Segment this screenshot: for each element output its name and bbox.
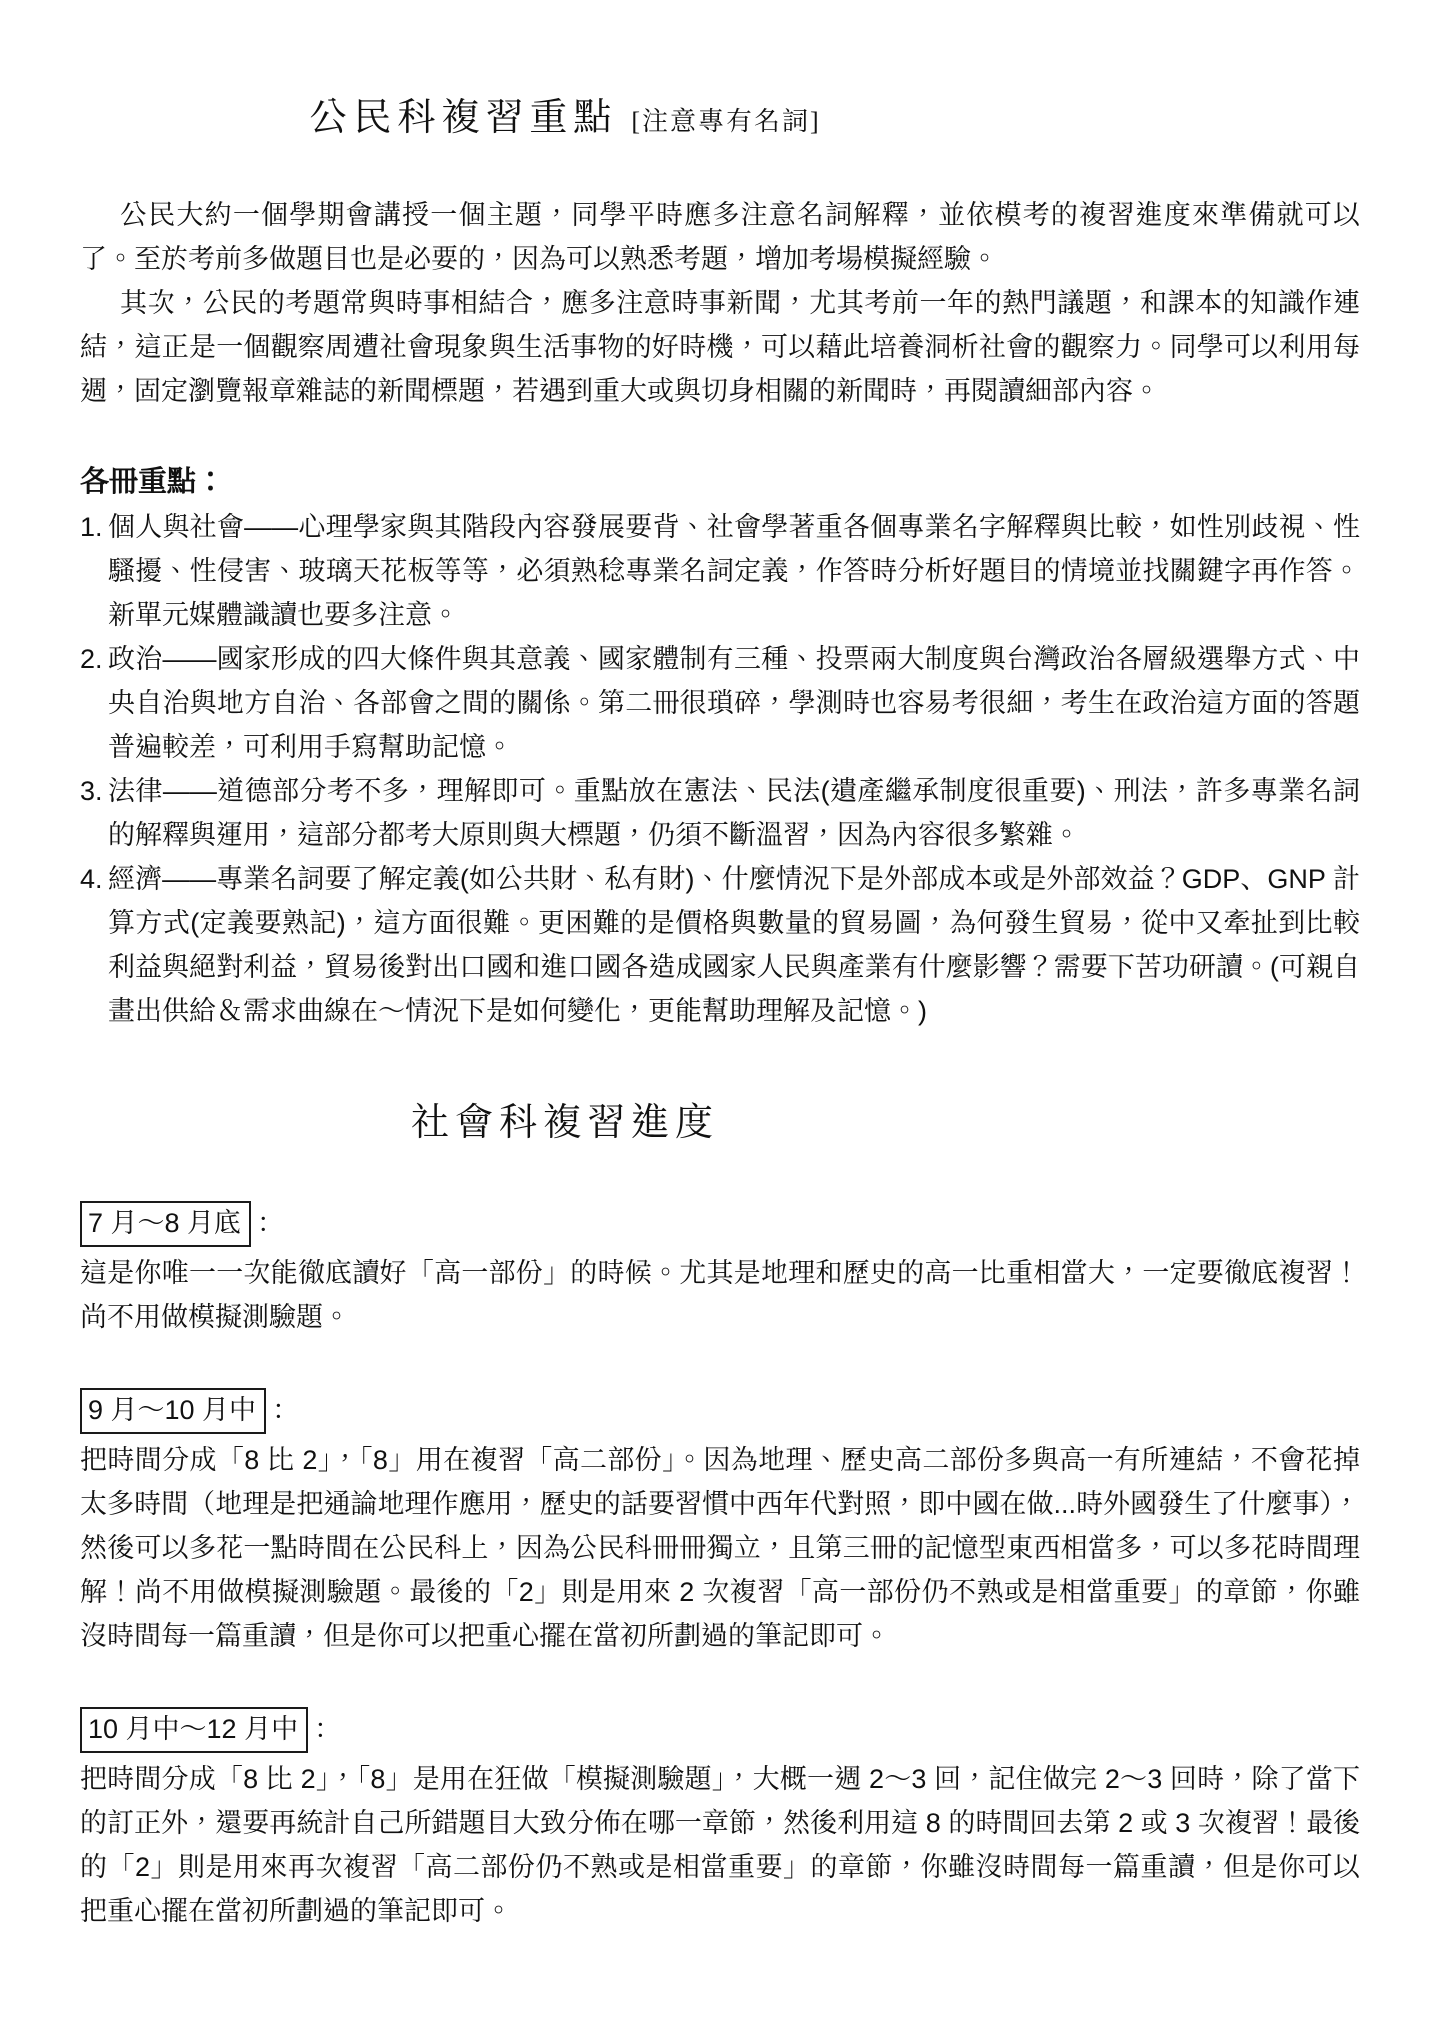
key-point-item: [80, 637, 1360, 769]
social-title-block: [80, 1091, 1050, 1146]
social-title: 社會科複習進度: [410, 1102, 719, 1144]
period-box: 10 月中～12 月中: [80, 1707, 308, 1753]
schedule-section: [80, 1706, 1360, 1933]
key-point-item: [80, 505, 1360, 637]
item-number: 1.: [80, 512, 103, 542]
period-line: [80, 1200, 1360, 1247]
schedule-section: [80, 1387, 1360, 1658]
key-point-item: [80, 857, 1360, 1033]
section-body: 把時間分成「8 比 2」，「8」是用在狂做「模擬測驗題」，大概一週 2～3 回，記住做完 2～3 回時，除了當下的訂正外，還要再統計自己所錯題目大致分佈在哪一章節，然後利用這 8 的時間回去第 2 或 3 次複習！最後的「2」則是用來再次複習「高二部份仍不熟或是相當重要」的章節，你雖沒時間每一篇重讀，但是你可以把重心擺在當初所劃過的筆記即可。: [80, 1764, 1360, 1926]
item-number: 4.: [80, 864, 103, 894]
intro-paragraph-1: 公民大約一個學期會講授一個主題，同學平時應多注意名詞解釋，並依模考的複習進度來準備就可以了。至於考前多做題目也是必要的，因為可以熟悉考題，增加考場模擬經驗。: [80, 200, 1360, 274]
item-text: 經濟——專業名詞要了解定義(如公共財、私有財)、什麼情況下是外部成本或是外部效益？GDP、GNP 計算方式(定義要熟記)，這方面很難。更困難的是價格與數量的貿易圖，為何發生貿易，從中又牽扯到比較利益與絕對利益，貿易後對出口國和進口國各造成國家人民與產業有什麼影響？需要下苦功研讀。(可親自畫出供給＆需求曲線在～情況下是如何變化，更能幫助理解及記憶。): [108, 864, 1360, 1026]
section-body: 把時間分成「8 比 2」，「8」用在複習「高二部份」。因為地理、歷史高二部份多與高一有所連結，不會花掉太多時間（地理是把通論地理作應用，歷史的話要習慣中西年代對照，即中國在做...時外國發生了什麼事），然後可以多花一點時間在公民科上，因為公民科冊冊獨立，且第三冊的記憶型東西相當多，可以多花時間理解！尚不用做模擬測驗題。最後的「2」則是用來 2 次複習「高一部份仍不熟或是相當重要」的章節，你雖沒時間每一篇重讀，但是你可以把重心擺在當初所劃過的筆記即可。: [80, 1445, 1360, 1651]
civics-title-note: [注意專有名詞]: [631, 107, 821, 136]
period-colon: ：: [314, 1714, 342, 1744]
schedule-section: [80, 1200, 1360, 1339]
item-number: 3.: [80, 776, 103, 806]
key-point-item: [80, 769, 1360, 857]
item-text: 法律——道德部分考不多，理解即可。重點放在憲法、民法(遺產繼承制度很重要)、刑法，許多專業名詞的解釋與運用，這部分都考大原則與大標題，仍須不斷溫習，因為內容很多繁雜。: [108, 776, 1360, 850]
period-box: 9 月～10 月中: [80, 1388, 266, 1434]
period-line: [80, 1706, 1360, 1753]
civics-title: 公民科複習重點: [309, 97, 618, 139]
item-text: 政治——國家形成的四大條件與其意義、國家體制有三種、投票兩大制度與台灣政治各層級選舉方式、中央自治與地方自治、各部會之間的關係。第二冊很瑣碎，學測時也容易考很細，考生在政治這方面的答題普遍較差，可利用手寫幫助記憶。: [108, 644, 1360, 762]
item-text: 個人與社會——心理學家與其階段內容發展要背、社會學著重各個專業名字解釋與比較，如性別歧視、性騷擾、性侵害、玻璃天花板等等，必須熟稔專業名詞定義，作答時分析好題目的情境並找關鍵字再作答。新單元媒體識讀也要多注意。: [108, 512, 1360, 630]
item-number: 2.: [80, 644, 103, 674]
civics-title-block: [80, 86, 1050, 141]
section-body: 這是你唯一一次能徹底讀好「高一部份」的時候。尤其是地理和歷史的高一比重相當大，一定要徹底複習！尚不用做模擬測驗題。: [80, 1258, 1360, 1332]
period-colon: ：: [257, 1208, 285, 1238]
intro-paragraph-2: 其次，公民的考題常與時事相結合，應多注意時事新聞，尤其考前一年的熱門議題，和課本的知識作連結，這正是一個觀察周遭社會現象與生活事物的好時機，可以藉此培養洞析社會的觀察力。同學可以利用每週，固定瀏覽報章雜誌的新聞標題，若遇到重大或與切身相關的新聞時，再閱讀細部內容。: [80, 288, 1360, 406]
period-line: [80, 1387, 1360, 1434]
period-colon: ：: [272, 1395, 300, 1425]
period-box: 7 月～8 月底: [80, 1201, 251, 1247]
civics-intro: [80, 193, 1360, 413]
key-points-header: 各冊重點：: [80, 466, 226, 498]
key-points-list: [80, 505, 1360, 1033]
